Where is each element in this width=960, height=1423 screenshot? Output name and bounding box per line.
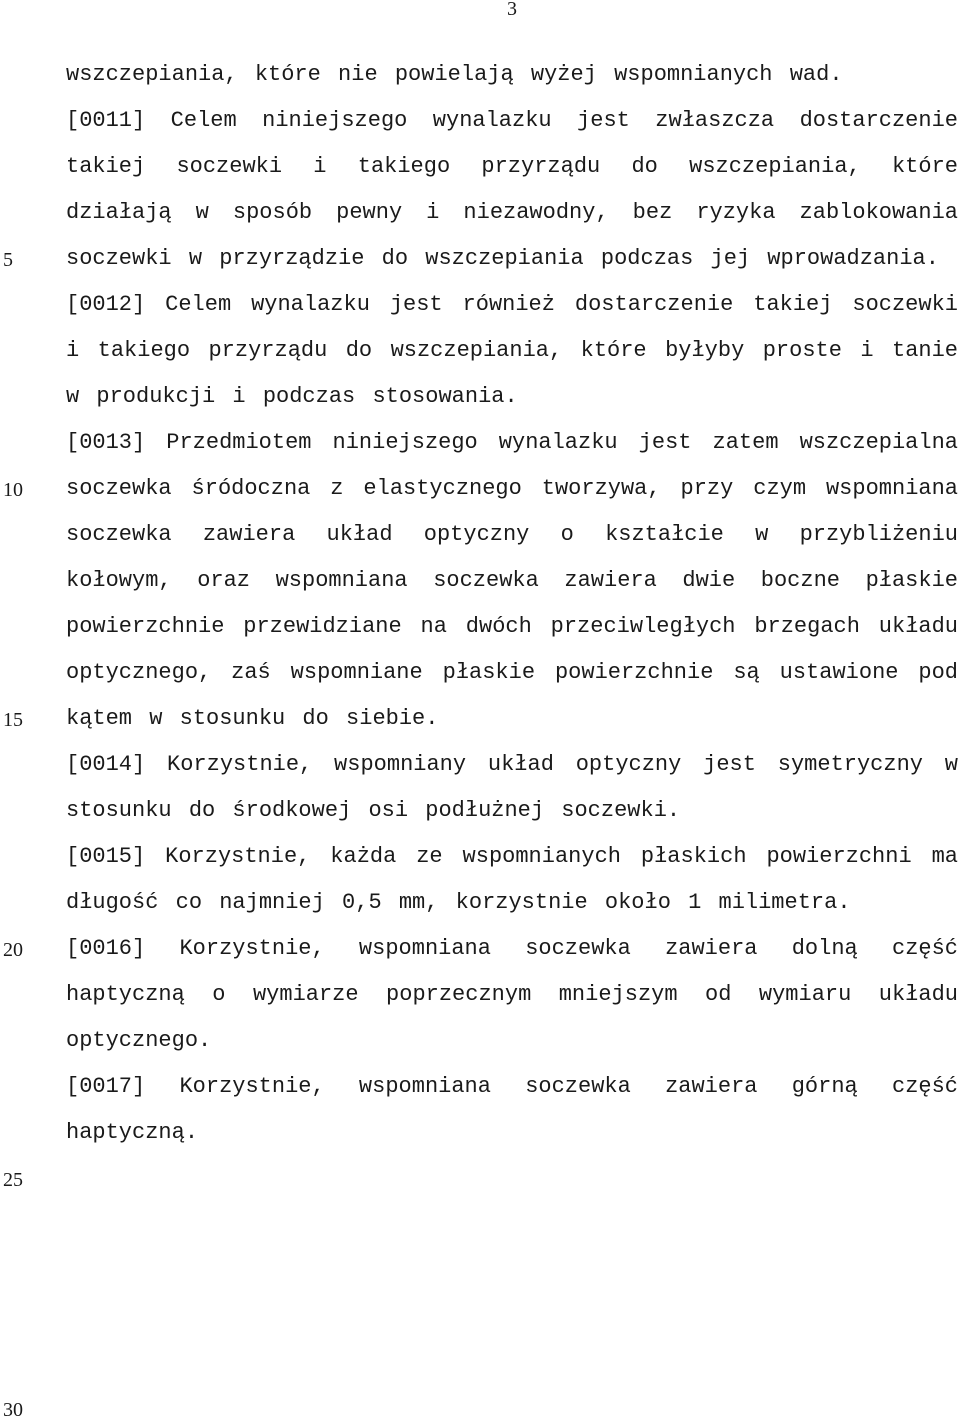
paragraph-0011 (66, 98, 958, 282)
paragraph-0014 (66, 742, 958, 834)
paragraph-0017 (66, 1064, 958, 1156)
line-number-30: 30 (3, 1399, 23, 1421)
paragraph-number: [0013] (66, 430, 146, 455)
paragraph-continuation (66, 52, 958, 98)
page-number: 3 (507, 0, 517, 20)
paragraph-number: [0011] (66, 108, 146, 133)
paragraph-0015 (66, 834, 958, 926)
paragraph-text: Korzystnie, wspomniany układ optyczny jest symetryczny w stosunku do środkowej osi podłużnej soczewki. (66, 752, 958, 823)
paragraph-number: [0015] (66, 844, 146, 869)
paragraph-number: [0016] (66, 936, 146, 961)
paragraph-number: [0014] (66, 752, 146, 777)
paragraph-text: wszczepiania, które nie powielają wyżej wspomnianych wad. (66, 62, 843, 87)
paragraph-0013 (66, 420, 958, 742)
paragraph-0016 (66, 926, 958, 1064)
paragraph-text: Korzystnie, wspomniana soczewka zawiera dolną część haptyczną o wymiarze poprzecznym mniejszym od wymiaru układu optycznego. (66, 936, 958, 1053)
paragraph-text: Korzystnie, wspomniana soczewka zawiera górną część haptyczną. (66, 1074, 958, 1145)
paragraph-text: Przedmiotem niniejszego wynalazku jest zatem wszczepialna soczewka śródoczna z elastycznego tworzywa, przy czym wspomniana soczewka zawiera układ optyczny o kształcie w przybliżeniu kołowym, oraz wspomniana soczewka zawiera dwie boczne płaskie powierzchnie przewidziane na dwóch przeciwległych brzegach układu optycznego, zaś wspomniane płaskie powierzchnie są ustawione pod kątem w stosunku do siebie. (66, 430, 958, 731)
line-number-10: 10 (3, 479, 23, 501)
paragraph-number: [0012] (66, 292, 146, 317)
line-number-15: 15 (3, 709, 23, 731)
document-body (66, 52, 958, 1156)
paragraph-text: Celem wynalazku jest również dostarczenie takiej soczewki i takiego przyrządu do wszczepiania, które byłyby proste i tanie w produkcji i podczas stosowania. (66, 292, 958, 409)
line-number-20: 20 (3, 939, 23, 961)
paragraph-number: [0017] (66, 1074, 146, 1099)
paragraph-text: Celem niniejszego wynalazku jest zwłaszcza dostarczenie takiej soczewki i takiego przyrządu do wszczepiania, które działają w sposób pewny i niezawodny, bez ryzyka zablokowania soczewki w przyrządzie do wszczepiania podczas jej wprowadzania. (66, 108, 958, 271)
line-number-25: 25 (3, 1169, 23, 1191)
line-number-5: 5 (3, 249, 13, 271)
paragraph-0012 (66, 282, 958, 420)
paragraph-text: Korzystnie, każda ze wspomnianych płaskich powierzchni ma długość co najmniej 0,5 mm, korzystnie około 1 milimetra. (66, 844, 958, 915)
